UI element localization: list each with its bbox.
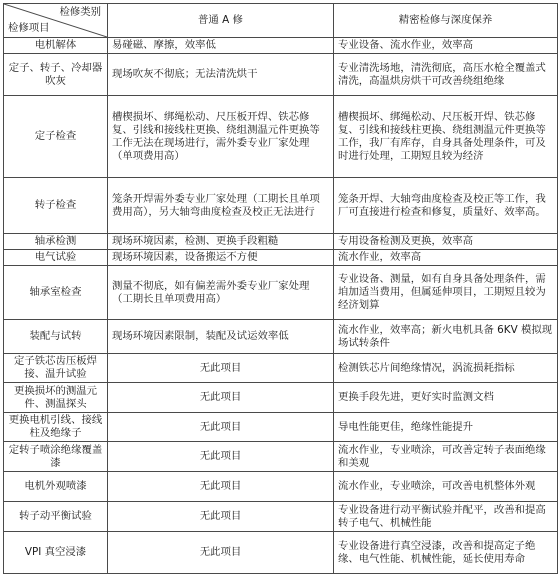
table-row [4,472,558,502]
cell-precise-repair: 笼条开焊、大轴弯曲度检查及校正等工作，我厂可直接进行检查和修复，质量好、效率高。 [334,178,558,234]
table-row [4,532,558,574]
table-row [4,502,558,532]
table-row [4,234,558,250]
cell-precise-repair: 专业设备、测量，如有自身具备处理条件，需垍加适当费用，但属延伸项目，工期短且较为经济划算 [334,266,558,320]
header-precise-repair: 精密检修与深度保养 [334,4,558,38]
table-row [4,442,558,472]
table-row [4,383,558,413]
table-row [4,266,558,320]
cell-precise-repair: 专业清洗场地，清洗彻底，高压水枪全覆盖式清洗，高温烘房烘干可改善绕组绝缘 [334,54,558,96]
cell-general-repair: 测量不彻底，如有偏差需外委专业厂家处理（工期长且单项费用高） [108,266,334,320]
cell-precise-repair: 流水作业，专业喷涂，可改善定转子表面绝缘和美观 [334,442,558,472]
cell-general-repair: 易碰磁、摩擦，效率低 [108,38,334,54]
cell-item-name: 更换电机引线、接线柱及绝缘子 [4,413,108,442]
header-general-repair: 普通 A 修 [108,4,334,38]
maintenance-comparison-table-wrapper [3,3,557,574]
cell-general-repair: 无此项目 [108,413,334,442]
cell-precise-repair: 流水作业，效率高 [334,250,558,266]
cell-general-repair: 现场环境因素，设备搬运不方便 [108,250,334,266]
cell-precise-repair: 槽楔损坏、绑绳松动、尺压板开焊、铁芯修复、引线和接线柱更换、绕组测温元件更换等工作，我厂有库存，自身具备处理条件，可及时进行处理，工期短且较为经济 [334,96,558,178]
cell-precise-repair: 导电性能更佳，绝缘性能提升 [334,413,558,442]
cell-item-name: 电机外观喷漆 [4,472,108,502]
cell-item-name: 更换损坏的测温元件、测温探头 [4,383,108,413]
header-category-label: 检修类别 [59,6,101,18]
diagonal-header-cell [4,4,108,38]
cell-general-repair: 无此项目 [108,442,334,472]
cell-general-repair: 无此项目 [108,472,334,502]
cell-item-name: 转子动平衡试验 [4,502,108,532]
cell-general-repair: 无此项目 [108,502,334,532]
maintenance-comparison-table [3,3,558,574]
cell-precise-repair: 检测铁芯片间绝缘情况，涡流损耗指标 [334,354,558,383]
cell-precise-repair: 专用设备检测及更换，效率高 [334,234,558,250]
header-row [4,4,558,38]
table-row [4,54,558,96]
cell-general-repair: 现场环境因素，检测、更换手段粗糙 [108,234,334,250]
cell-precise-repair: 流水作业，专业喷涂，可改善电机整体外观 [334,472,558,502]
cell-item-name: 定转子喷涂绝缘覆盖漆 [4,442,108,472]
cell-item-name: 轴承检测 [4,234,108,250]
cell-general-repair: 无此项目 [108,354,334,383]
cell-item-name: VPI 真空浸漆 [4,532,108,574]
cell-general-repair: 现场吹灰不彻底；无法清洗烘干 [108,54,334,96]
cell-precise-repair: 更换手段先进，更好实时监测文档 [334,383,558,413]
table-row [4,250,558,266]
cell-item-name: 装配与试转 [4,320,108,354]
table-row [4,413,558,442]
table-row [4,38,558,54]
cell-item-name: 电机解体 [4,38,108,54]
cell-general-repair: 槽楔损坏、绑绳松动、尺压板开焊、铁芯修复、引线和接线柱更换、绕组测温元件更换等工作无法在现场进行，需外委专业厂家处理（单项费用高） [108,96,334,178]
table-row [4,178,558,234]
cell-precise-repair: 专业设备进行动平衡试验并配平，改善和提高转子电气、机械性能 [334,502,558,532]
cell-item-name: 定子、转子、冷却器吹灰 [4,54,108,96]
cell-precise-repair: 专业设备进行真空浸漆，改善和提高定子绝缘、电气性能、机械性能，延长使用寿命 [334,532,558,574]
cell-general-repair: 笼条开焊需外委专业厂家处理（工期长且单项费用高），另大轴弯曲度检查及校正无法进行 [108,178,334,234]
cell-item-name: 轴承室检查 [4,266,108,320]
cell-item-name: 电气试验 [4,250,108,266]
cell-item-name: 定子铁芯齿压板焊接、温升试验 [4,354,108,383]
cell-general-repair: 无此项目 [108,383,334,413]
header-item-label: 检修项目 [8,22,50,34]
table-row [4,354,558,383]
cell-precise-repair: 专业设备、流水作业，效率高 [334,38,558,54]
cell-general-repair: 无此项目 [108,532,334,574]
table-row [4,96,558,178]
cell-item-name: 定子检查 [4,96,108,178]
cell-general-repair: 现场环境因素限制，装配及试运效率低 [108,320,334,354]
cell-precise-repair: 流水作业，效率高；新火电机具备 6KV 模拟现场试转条件 [334,320,558,354]
cell-item-name: 转子检查 [4,178,108,234]
table-row [4,320,558,354]
